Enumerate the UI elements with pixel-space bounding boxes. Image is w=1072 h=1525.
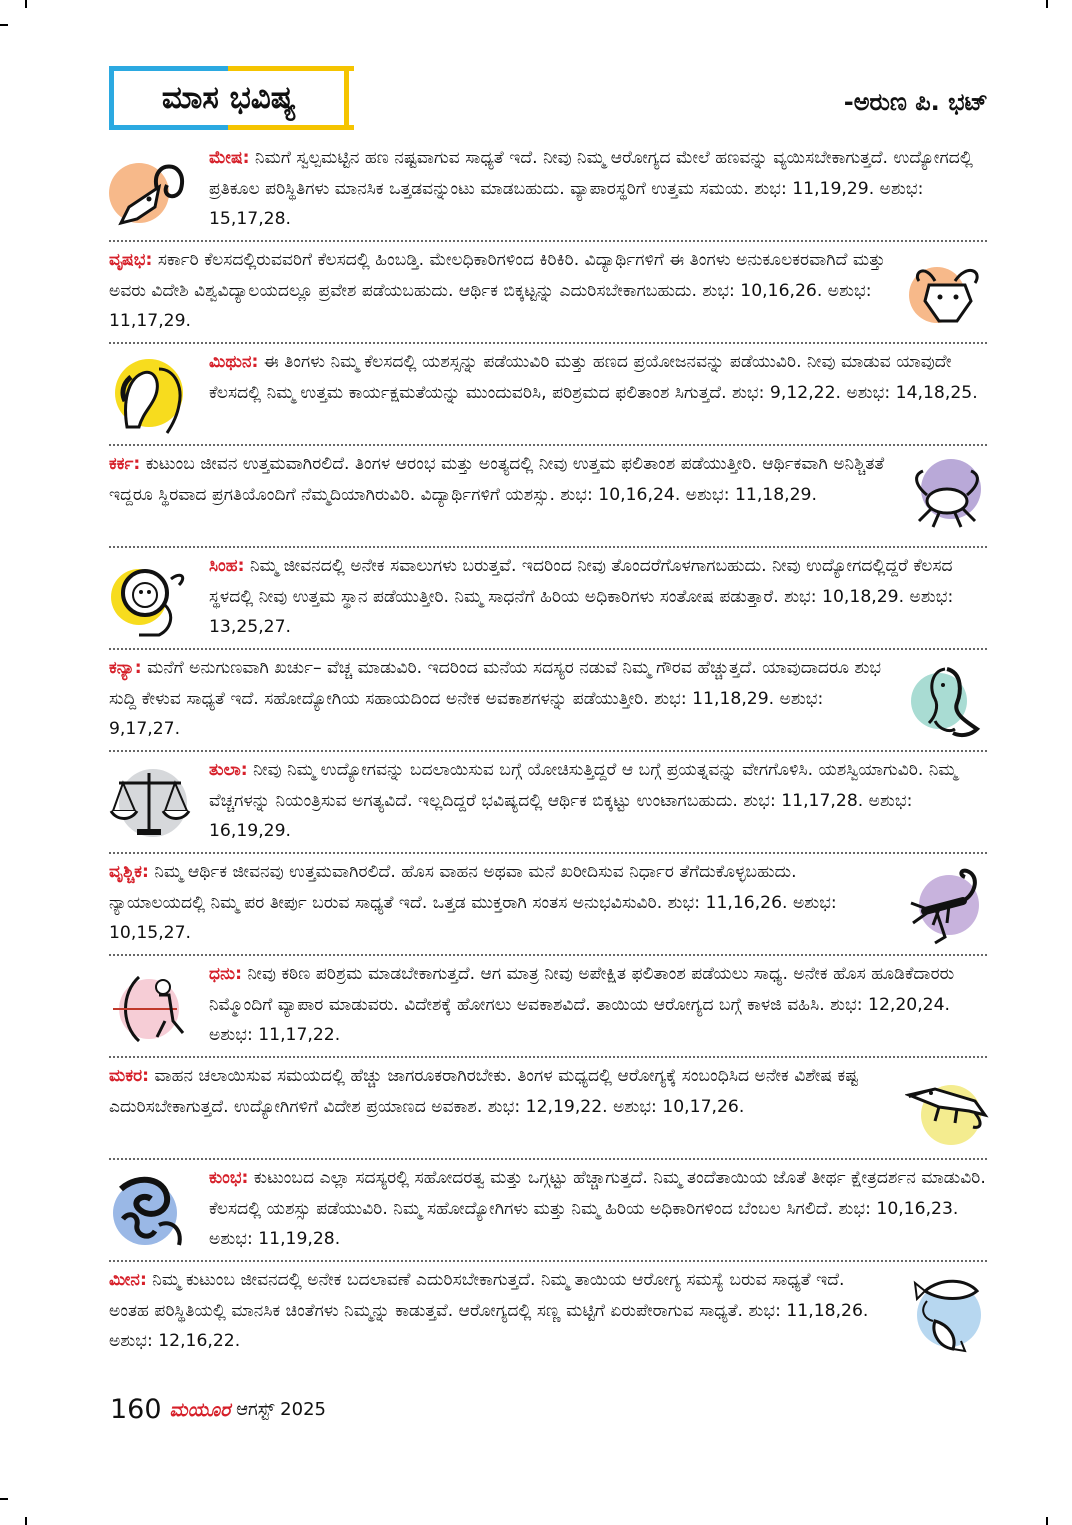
horoscope-text — [109, 1061, 889, 1122]
horoscope-text — [209, 347, 989, 408]
crop-mark — [0, 1498, 8, 1500]
divider — [109, 852, 987, 854]
sign-name: ವೃಷಭ: — [109, 250, 153, 270]
bull-icon — [905, 251, 989, 335]
sign-name: ಕುಂಭ: — [209, 1168, 249, 1188]
horoscope-text — [109, 449, 889, 510]
sign-prediction: ನೀವು ಕಠಿಣ ಪರಿಶ್ರಮ ಮಾಡಬೇಕಾಗುತ್ತದೆ. ಆಗ ಮಾತ್ರ ನೀವು ಅಪೇಕ್ಷಿತ ಫಲಿತಾಂಶ ಪಡೆಯಲು ಸಾಧ್ಯ. ಅನೇಕ ಹೊಸ ಹೂಡಿಕೆದಾರರು ನಿಮ್ಮೊಂದಿಗೆ ವ್ಯಾಪಾರ ಮಾಡುವರು. ವಿದೇಶಕ್ಕೆ ಹೋಗಲು ಅವಕಾಶವಿದೆ. ತಾಯಿಯ ಆರೋಗ್ಯದ ಬಗ್ಗೆ ಕಾಳಜಿ ವಹಿಸಿ. ಶುಭ: 12,20,24. ಅಶುಭ: 11,17,22. — [209, 964, 955, 1045]
twins-icon — [109, 353, 193, 437]
sign-name: ಮಕರ: — [109, 1066, 150, 1086]
sign-name: ಮಿಥುನ: — [209, 352, 259, 372]
author-byline: -ಅರುಣ ಪಿ. ಭಟ್ — [843, 88, 988, 116]
sign-prediction: ನೀವು ನಿಮ್ಮ ಉದ್ಯೋಗವನ್ನು ಬದಲಾಯಿಸುವ ಬಗ್ಗೆ ಯೋಚಿಸುತ್ತಿದ್ದರೆ ಆ ಬಗ್ಗೆ ಪ್ರಯತ್ನವನ್ನು ವೇಗಗೊಳಿಸಿ. ಯಶಸ್ವಿಯಾಗುವಿರಿ. ನಿಮ್ಮ ವೆಚ್ಚಗಳನ್ನು ನಿಯಂತ್ರಿಸುವ ಅಗತ್ಯವಿದೆ. ಇಲ್ಲದಿದ್ದರೆ ಭವಿಷ್ಯದಲ್ಲಿ ಆರ್ಥಿಕ ಬಿಕ್ಕಟ್ಟು ಉಂಟಾಗಬಹುದು. ಶುಭ: 11,17,28. ಅಶುಭ: 16,19,29. — [209, 760, 958, 841]
sign-prediction: ಸರ್ಕಾರಿ ಕೆಲಸದಲ್ಲಿರುವವರಿಗೆ ಕೆಲಸದಲ್ಲಿ ಹಿಂಬಡ್ತಿ. ಮೇಲಧಿಕಾರಿಗಳಿಂದ ಕಿರಿಕಿರಿ. ವಿದ್ಯಾರ್ಥಿಗಳಿಗೆ ಈ ತಿಂಗಳು ಅನುಕೂಲಕರವಾಗಿದೆ ಮತ್ತು ಅವರು ವಿದೇಶಿ ವಿಶ್ವವಿದ್ಯಾಲಯದಲ್ಲೂ ಪ್ರವೇಶ ಪಡೆಯಬಹುದು. ಆರ್ಥಿಕ ಬಿಕ್ಕಟ್ಟನ್ನು ಎದುರಿಸಬೇಕಾಗಬಹುದು. ಶುಭ: 10,16,26. ಅಶುಭ: 11,17,29. — [109, 250, 886, 331]
crop-mark — [1046, 1517, 1048, 1525]
horoscope-entry-vrishchika — [109, 855, 989, 955]
horoscope-entry-makara — [109, 1059, 989, 1159]
horoscope-entry-tula — [109, 753, 989, 853]
page-footer — [110, 1394, 326, 1428]
horoscope-text — [109, 857, 889, 949]
sign-prediction: ವಾಹನ ಚಲಾಯಿಸುವ ಸಮಯದಲ್ಲಿ ಹೆಚ್ಚು ಜಾಗರೂಕರಾಗಿರಬೇಕು. ತಿಂಗಳ ಮಧ್ಯದಲ್ಲಿ ಆರೋಗ್ಯಕ್ಕೆ ಸಂಬಂಧಿಸಿದ ಅನೇಕ ವಿಶೇಷ ಕಷ್ಟ ಎದುರಿಸಬೇಕಾಗುತ್ತದೆ. ಉದ್ಯೋಗಿಗಳಿಗೆ ವಿದೇಶ ಪ್ರಯಾಣದ ಅವಕಾಶ. ಶುಭ: 12,19,22. ಅಶುಭ: 10,17,26. — [109, 1066, 859, 1117]
title-box — [109, 66, 349, 130]
sign-prediction: ಈ ತಿಂಗಳು ನಿಮ್ಮ ಕೆಲಸದಲ್ಲಿ ಯಶಸ್ಸನ್ನು ಪಡೆಯುವಿರಿ ಮತ್ತು ಹಣದ ಪ್ರಯೋಜನವನ್ನು ಪಡೆಯುವಿರಿ. ನೀವು ಮಾಡುವ ಯಾವುದೇ ಕೆಲಸದಲ್ಲಿ ನಿಮ್ಮ ಉತ್ತಮ ಕಾರ್ಯಕ್ಷಮತೆಯನ್ನು ಮುಂದುವರಿಸಿ, ಪರಿಶ್ರಮದ ಫಲಿತಾಂಶ ಸಿಗುತ್ತದೆ. ಶುಭ: 9,12,22. ಅಶುಭ: 14,18,25. — [209, 352, 978, 403]
scorpion-icon — [905, 863, 989, 947]
horoscope-entry-mesha — [109, 141, 989, 241]
divider — [109, 750, 987, 752]
sign-name: ಮೇಷ: — [209, 148, 250, 168]
horoscope-entry-mithuna — [109, 345, 989, 445]
sign-prediction: ನಿಮ್ಮ ಕುಟುಂಬ ಜೀವನದಲ್ಲಿ ಅನೇಕ ಬದಲಾವಣೆ ಎದುರಿಸಬೇಕಾಗುತ್ತದೆ. ನಿಮ್ಮ ತಾಯಿಯ ಆರೋಗ್ಯ ಸಮಸ್ಯೆ ಬರುವ ಸಾಧ್ಯತೆ ಇದೆ. ಅಂತಹ ಪರಿಸ್ಥಿತಿಯಲ್ಲಿ ಮಾನಸಿಕ ಚಿಂತೆಗಳು ನಿಮ್ಮನ್ನು ಕಾಡುತ್ತವೆ. ಆರೋಗ್ಯದಲ್ಲಿ ಸಣ್ಣ ಮಟ್ಟಿಗೆ ಏರುಪೇರಾಗುವ ಸಾಧ್ಯತೆ. ಶುಭ: 11,18,26. ಅಶುಭ: 12,16,22. — [109, 1270, 869, 1351]
sign-name: ವೃಶ್ಚಿಕ: — [109, 862, 149, 882]
sign-name: ಕನ್ಯಾ: — [109, 658, 142, 678]
fish-icon — [905, 1271, 989, 1355]
ram-icon — [109, 149, 193, 233]
horoscope-entry-meena — [109, 1263, 989, 1363]
crop-mark — [25, 0, 27, 8]
divider — [109, 1056, 987, 1058]
divider — [109, 1260, 987, 1262]
lion-icon — [109, 557, 193, 641]
horoscope-text — [209, 1163, 989, 1255]
maiden-icon — [905, 659, 989, 743]
divider — [109, 954, 987, 956]
divider — [109, 240, 987, 242]
sign-prediction: ಕುಟುಂಬದ ಎಲ್ಲಾ ಸದಸ್ಯರಲ್ಲಿ ಸಹೋದರತ್ವ ಮತ್ತು ಒಗ್ಗಟ್ಟು ಹೆಚ್ಚಾಗುತ್ತದೆ. ನಿಮ್ಮ ತಂದೆತಾಯಿಯ ಜೊತೆ ತೀರ್ಥ ಕ್ಷೇತ್ರದರ್ಶನ ಮಾಡುವಿರಿ. ಕೆಲಸದಲ್ಲಿ ಯಶಸ್ಸು ಪಡೆಯುವಿರಿ. ನಿಮ್ಮ ಸಹೋದ್ಯೋಗಿಗಳು ಮತ್ತು ನಿಮ್ಮ ಹಿರಿಯ ಅಧಿಕಾರಿಗಳಿಂದ ಬೆಂಬಲ ಸಿಗಲಿದೆ. ಶುಭ: 10,16,23. ಅಶುಭ: 11,19,28. — [209, 1168, 986, 1249]
horoscope-entry-vrishabha — [109, 243, 989, 343]
horoscope-entry-kanya — [109, 651, 989, 751]
sign-prediction: ನಿಮ್ಮ ಜೀವನದಲ್ಲಿ ಅನೇಕ ಸವಾಲುಗಳು ಬರುತ್ತವೆ. ಇದರಿಂದ ನೀವು ತೊಂದರೆಗೊಳಗಾಗಬಹುದು. ನೀವು ಉದ್ಯೋಗದಲ್ಲಿದ್ದರೆ ಕೆಲಸದ ಸ್ಥಳದಲ್ಲಿ ನೀವು ಉತ್ತಮ ಸ್ಥಾನ ಪಡೆಯುತ್ತೀರಿ. ನಿಮ್ಮ ಸಾಧನೆಗೆ ಹಿರಿಯ ಅಧಿಕಾರಿಗಳು ಸಂತೋಷ ಪಡುತ್ತಾರೆ. ಶುಭ: 10,18,29. ಅಶುಭ: 13,25,27. — [209, 556, 954, 637]
page-number: 160 — [110, 1394, 162, 1425]
sign-name: ಮೀನ: — [109, 1270, 147, 1290]
divider — [109, 444, 987, 446]
sign-name: ತುಲಾ: — [209, 760, 248, 780]
crop-mark — [0, 24, 8, 26]
page-title: ಮಾಸ ಭವಿಷ್ಯ — [161, 80, 297, 116]
horoscope-text — [109, 1265, 889, 1357]
horoscope-entry-dhanu — [109, 957, 989, 1057]
crop-mark — [1046, 0, 1048, 8]
horoscope-text — [209, 755, 989, 847]
scales-icon — [109, 761, 193, 845]
horoscope-text — [209, 143, 989, 235]
divider — [109, 342, 987, 344]
water-bearer-icon — [109, 1169, 193, 1253]
sign-prediction: ನಿಮಗೆ ಸ್ವಲ್ಪಮಟ್ಟಿನ ಹಣ ನಷ್ಟವಾಗುವ ಸಾಧ್ಯತೆ ಇದೆ. ನೀವು ನಿಮ್ಮ ಆರೋಗ್ಯದ ಮೇಲೆ ಹಣವನ್ನು ವ್ಯಯಿಸಬೇಕಾಗುತ್ತದೆ. ಉದ್ಯೋಗದಲ್ಲಿ ಪ್ರತಿಕೂಲ ಪರಿಸ್ಥಿತಿಗಳು ಮಾನಸಿಕ ಒತ್ತಡವನ್ನುಂಟು ಮಾಡಬಹುದು. ವ್ಯಾಪಾರಸ್ಥರಿಗೆ ಉತ್ತಮ ಸಮಯ. ಶುಭ: 11,19,29. ಅಶುಭ: 15,17,28. — [209, 148, 973, 229]
issue-date: ಆಗಸ್ಟ್ 2025 — [236, 1399, 326, 1420]
sign-prediction: ಮನೆಗೆ ಅನುಗುಣವಾಗಿ ಖರ್ಚು– ವೆಚ್ಚ ಮಾಡುವಿರಿ. ಇದರಿಂದ ಮನೆಯ ಸದಸ್ಯರ ನಡುವೆ ನಿಮ್ಮ ಗೌರವ ಹೆಚ್ಚುತ್ತದೆ. ಯಾವುದಾದರೂ ಶುಭ ಸುದ್ದಿ ಕೇಳುವ ಸಾಧ್ಯತೆ ಇದೆ. ಸಹೋದ್ಯೋಗಿಯ ಸಹಾಯದಿಂದ ಅನೇಕ ಅವಕಾಶಗಳನ್ನು ಪಡೆಯುತ್ತೀರಿ. ಶುಭ: 11,18,29. ಅಶುಭ: 9,17,27. — [109, 658, 882, 739]
sign-prediction: ನಿಮ್ಮ ಆರ್ಥಿಕ ಜೀವನವು ಉತ್ತಮವಾಗಿರಲಿದೆ. ಹೊಸ ವಾಹನ ಅಥವಾ ಮನೆ ಖರೀದಿಸುವ ನಿರ್ಧಾರ ತೆಗೆದುಕೊಳ್ಳಬಹುದು. ನ್ಯಾಯಾಲಯದಲ್ಲಿ ನಿಮ್ಮ ಪರ ತೀರ್ಪು ಬರುವ ಸಾಧ್ಯತೆ ಇದೆ. ಒತ್ತಡ ಮುಕ್ತರಾಗಿ ಸಂತಸ ಅನುಭವಿಸುವಿರಿ. ಶುಭ: 11,16,26. ಅಶುಭ: 10,15,27. — [109, 862, 837, 943]
crocodile-icon — [905, 1067, 989, 1151]
sign-prediction: ಕುಟುಂಬ ಜೀವನ ಉತ್ತಮವಾಗಿರಲಿದೆ. ತಿಂಗಳ ಆರಂಭ ಮತ್ತು ಅಂತ್ಯದಲ್ಲಿ ನೀವು ಉತ್ತಮ ಫಲಿತಾಂಶ ಪಡೆಯುತ್ತೀರಿ. ಆರ್ಥಿಕವಾಗಿ ಅನಿಶ್ಚಿತತೆ ಇದ್ದರೂ ಸ್ಥಿರವಾದ ಪ್ರಗತಿಯೊಂದಿಗೆ ನೆಮ್ಮದಿಯಾಗಿರುವಿರಿ. ವಿದ್ಯಾರ್ಥಿಗಳಿಗೆ ಯಶಸ್ಸು. ಶುಭ: 10,16,24. ಅಶುಭ: 11,18,29. — [109, 454, 885, 505]
divider — [109, 1158, 987, 1160]
horoscope-entry-karka — [109, 447, 989, 547]
divider — [109, 648, 987, 650]
sign-name: ಸಿಂಹ: — [209, 556, 245, 576]
horoscope-entry-kumbha — [109, 1161, 989, 1261]
sign-name: ಕರ್ಕ: — [109, 454, 141, 474]
horoscope-entry-simha — [109, 549, 989, 649]
sign-name: ಧನು: — [209, 964, 242, 984]
archer-icon — [109, 965, 193, 1049]
crop-mark — [25, 1517, 27, 1525]
horoscope-text — [109, 245, 889, 337]
divider — [109, 546, 987, 548]
horoscope-text — [109, 653, 889, 745]
crab-icon — [905, 455, 989, 539]
horoscope-text — [209, 551, 989, 643]
magazine-name: ಮಯೂರ — [169, 1398, 231, 1421]
horoscope-text — [209, 959, 989, 1051]
